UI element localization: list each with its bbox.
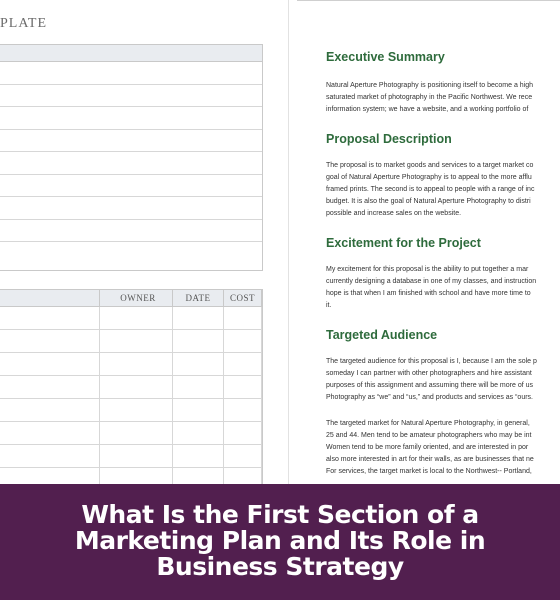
grid-row [0,130,262,153]
section-line: The targeted audience for this proposal is I, because I am the sole p [326,358,537,365]
grid-row [0,107,262,130]
table-row [0,307,262,330]
table-row [0,399,262,422]
section-heading: Proposal Description [326,132,452,146]
section-heading: Executive Summary [326,50,445,64]
table-row [0,330,262,353]
section-line: Natural Aperture Photography is positioning itself to become a high [326,82,534,89]
document-page [297,0,560,490]
banner-line: Business Strategy [156,552,404,581]
table-row [0,422,262,445]
grid-row [0,175,262,198]
page-edge [297,0,560,5]
template-top-grid [0,44,263,271]
owner-header: OWNER [100,290,173,307]
section-line: goal of Natural Aperture Photography is to appeal to the more afflu [326,174,532,181]
template-bottom-grid [0,289,263,490]
section-line: For services, the target market is local to the Northwest-- Portland, [326,468,532,475]
grid-row [0,85,262,108]
section-line: information system; we have a website, and a working portfolio of [326,106,529,113]
section-line: The targeted market for Natural Aperture Photography, in general, [326,420,530,427]
grid-row [0,197,262,220]
section-heading: Excitement for the Project [326,236,481,250]
table-row [0,353,262,376]
date-header: DATE [173,290,224,307]
section-line: purposes of this assignment and assuming there will be more of us [326,382,533,389]
section-line: Photography as “we” and “us,” and products and services as “ours. [326,394,533,401]
section-line: budget. It is also the goal of Natural Aperture Photography to distri [326,198,531,205]
section-line: it. [326,302,332,309]
section-line: saturated market of photography in the Pacific Northwest. We rece [326,94,533,101]
section-line: The proposal is to market goods and services to a target market co [326,162,534,169]
template-title: PLATE [0,16,47,31]
grid-row [0,220,262,243]
grid-row [0,152,262,175]
cost-header: COST [224,290,262,307]
banner-line: What Is the First Section of a [81,500,479,529]
template-sheet [0,0,285,490]
section-line: possible and increase sales on the website. [326,210,462,217]
section-heading: Targeted Audience [326,328,438,342]
blank-header [0,290,100,307]
section-line: 25 and 44. Men tend to be amateur photographers who may be int [326,432,532,439]
section-line: My excitement for this proposal is the ability to put together a mar [326,266,529,273]
title-banner [0,484,560,600]
table-row [0,445,262,468]
top-grid-header [0,45,262,62]
section-line: currently designing a database in one of my classes, and instruction [326,278,537,285]
section-line: Women tend to be more family oriented, and are interested in por [326,444,529,451]
section-line: someday I can partner with other photographers and hire assistant [326,370,532,377]
grid-row [0,62,262,85]
banner-line: Marketing Plan and Its Role in [74,526,486,555]
section-line: hope is that when I am finished with school and have more time to [326,290,531,297]
page-divider [288,0,289,490]
section-line: framed prints. The second is to appeal to people with a range of inc [326,186,535,193]
table-row [0,376,262,399]
section-line: also more interested in art for their walls, as are businesses that ne [326,456,534,463]
banner-title [0,502,560,580]
